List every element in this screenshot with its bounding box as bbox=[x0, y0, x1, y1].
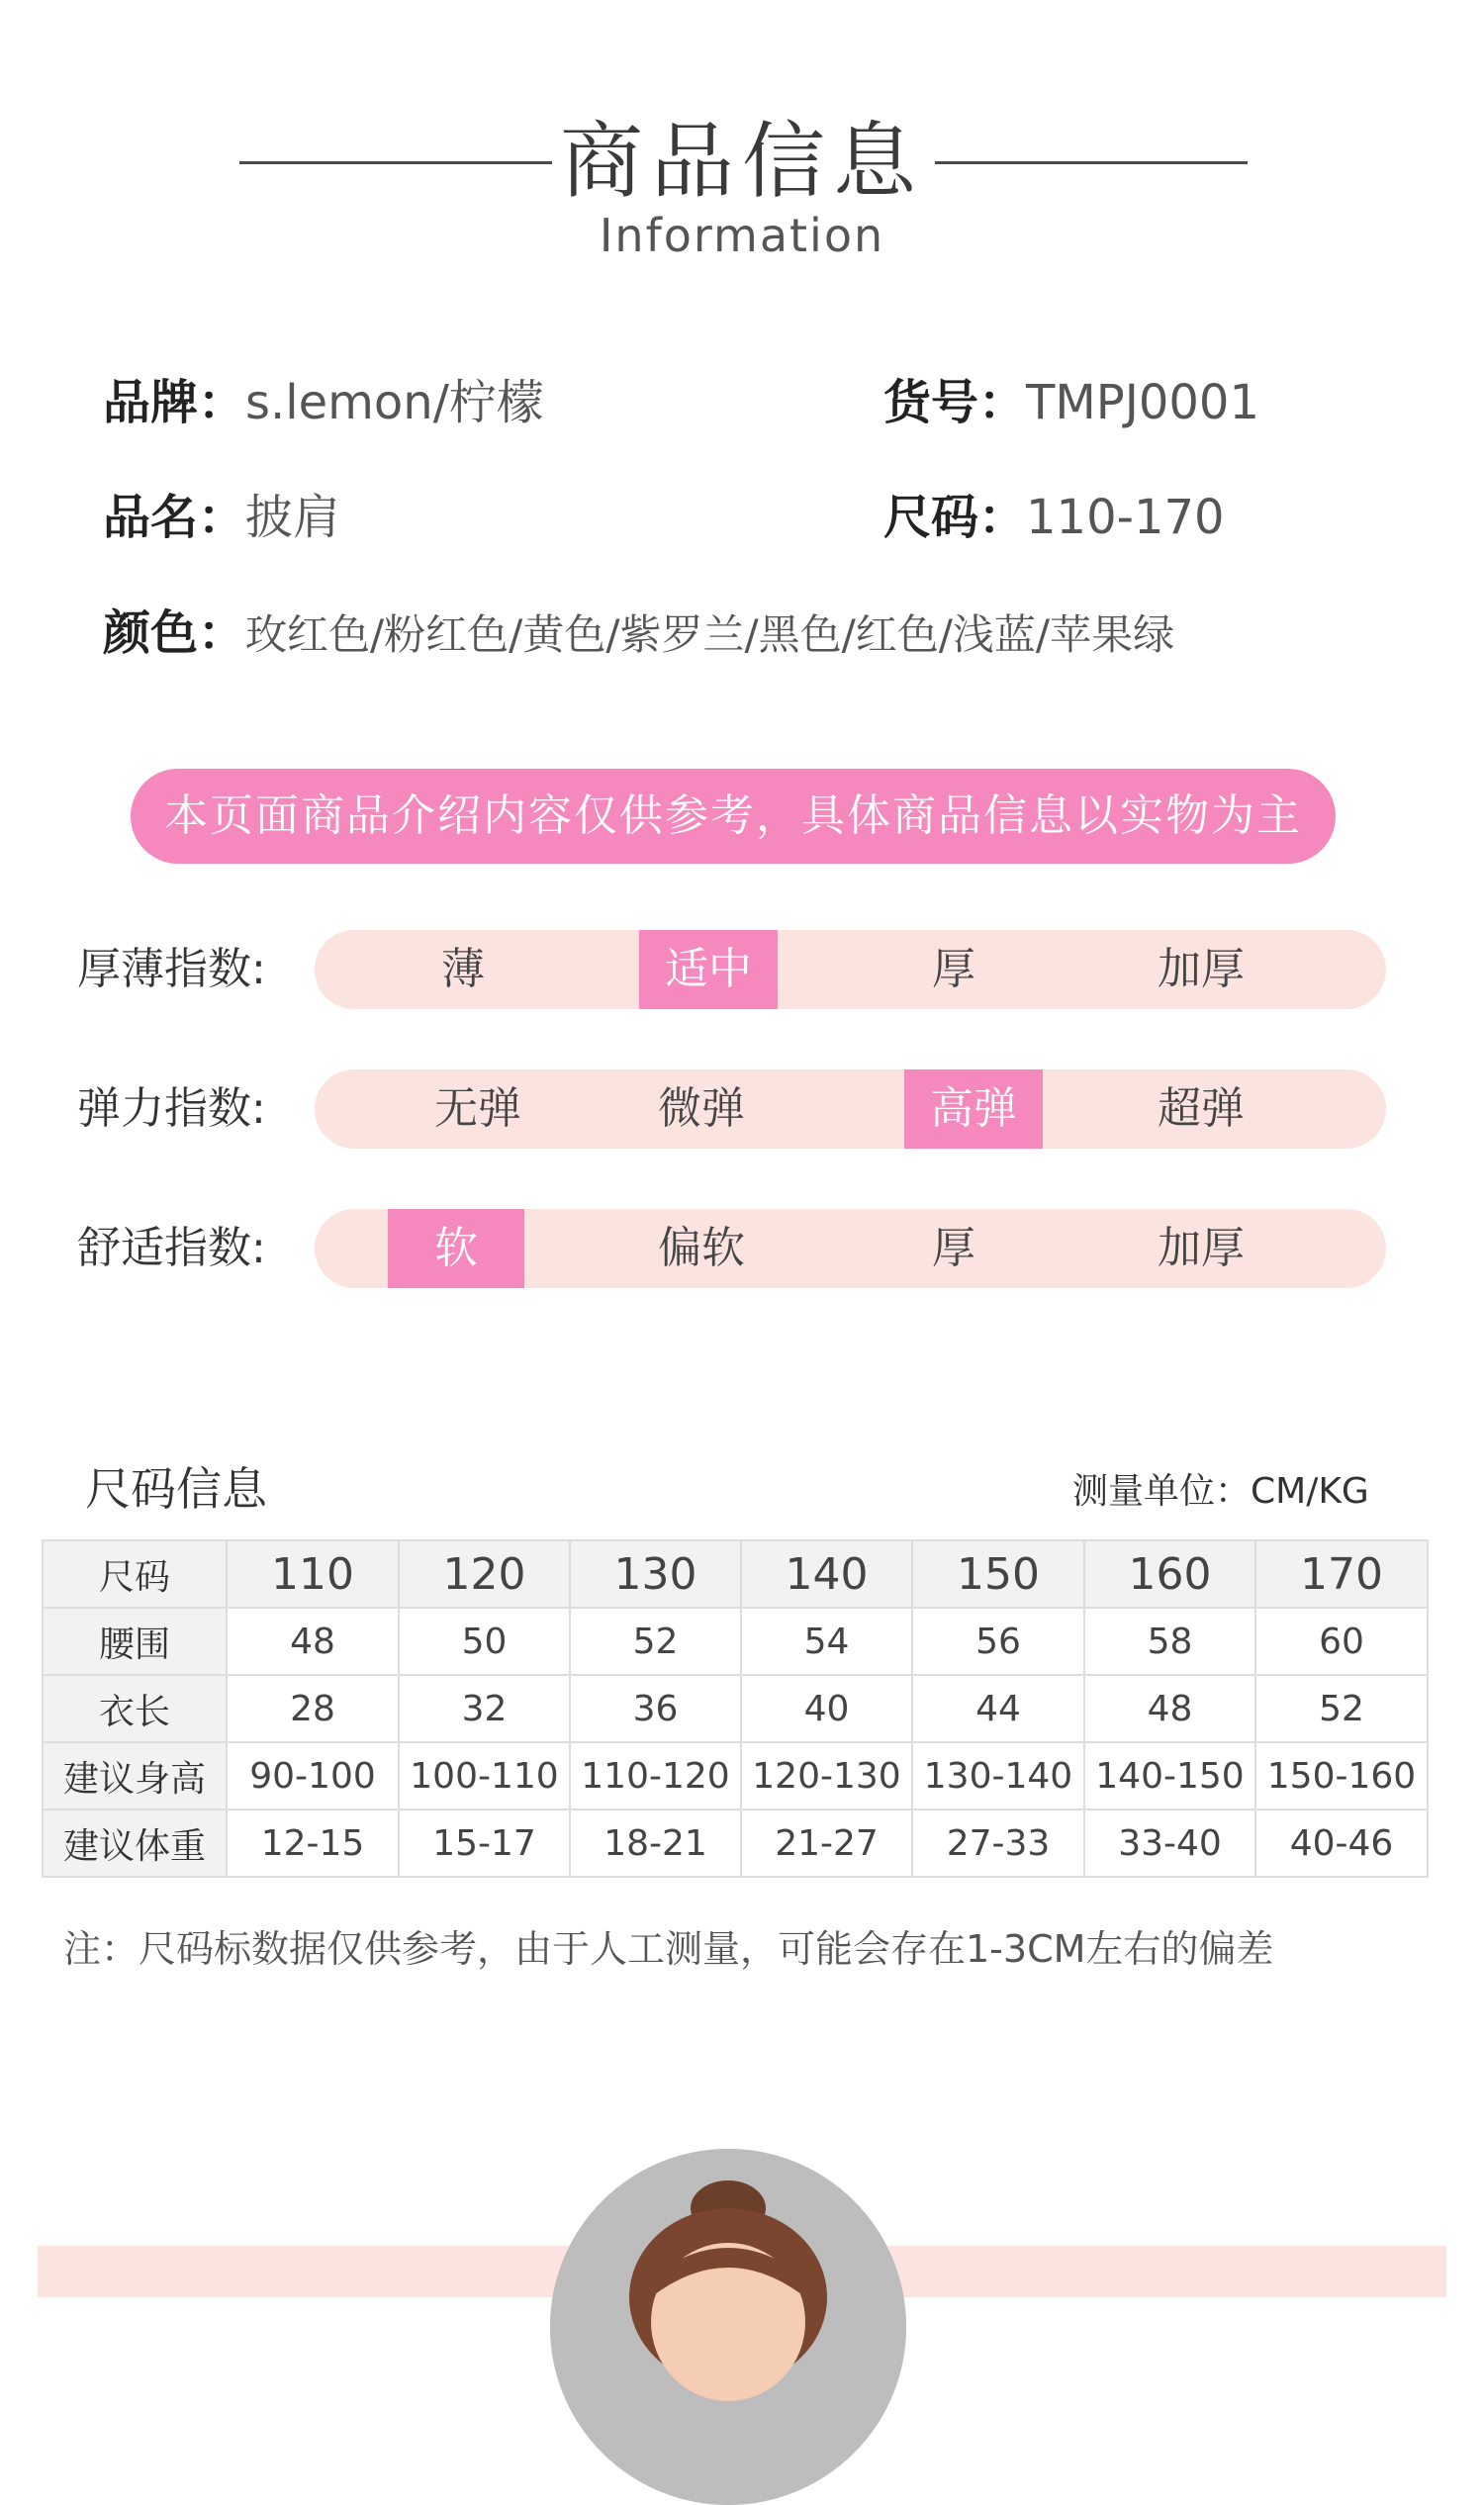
section-title: 商品信息 bbox=[559, 113, 924, 210]
header-cell: 140 bbox=[741, 1540, 912, 1608]
table-cell: 48 bbox=[227, 1608, 399, 1675]
table-cell: 15-17 bbox=[399, 1809, 570, 1877]
table-cell: 21-27 bbox=[741, 1809, 912, 1877]
row-label: 腰围 bbox=[43, 1608, 227, 1675]
thickness-index-label: 厚薄指数: bbox=[77, 944, 266, 994]
table-cell: 44 bbox=[912, 1675, 1084, 1742]
comfort-index-label: 舒适指数: bbox=[77, 1223, 266, 1273]
table-cell: 60 bbox=[1255, 1608, 1428, 1675]
table-cell: 36 bbox=[570, 1675, 741, 1742]
table-cell: 33-40 bbox=[1084, 1809, 1255, 1877]
thickness-option-medium: 适中 bbox=[639, 930, 778, 1009]
brand-value: s.lemon/柠檬 bbox=[245, 375, 544, 430]
table-row bbox=[43, 1809, 1428, 1877]
comfort-option-slightly-soft: 偏软 bbox=[658, 1223, 745, 1273]
name-row bbox=[103, 488, 340, 547]
comfort-option-extra-thick: 加厚 bbox=[1158, 1223, 1245, 1273]
elasticity-option-none: 无弹 bbox=[434, 1083, 521, 1134]
table-cell: 100-110 bbox=[399, 1742, 570, 1809]
comfort-index-bar bbox=[315, 1209, 1386, 1288]
table-cell: 18-21 bbox=[570, 1809, 741, 1877]
row-label: 衣长 bbox=[43, 1675, 227, 1742]
size-note: 注：尺码标数据仅供参考，由于人工测量，可能会存在1-3CM左右的偏差 bbox=[63, 1927, 1274, 1971]
table-cell: 56 bbox=[912, 1608, 1084, 1675]
thickness-index-bar bbox=[315, 930, 1386, 1009]
table-cell: 120-130 bbox=[741, 1742, 912, 1809]
header-cell: 110 bbox=[227, 1540, 399, 1608]
table-cell: 40-46 bbox=[1255, 1809, 1428, 1877]
size-value: 110-170 bbox=[1026, 490, 1225, 545]
header-cell: 160 bbox=[1084, 1540, 1255, 1608]
table-cell: 90-100 bbox=[227, 1742, 399, 1809]
table-cell: 150-160 bbox=[1255, 1742, 1428, 1809]
table-cell: 40 bbox=[741, 1675, 912, 1742]
table-cell: 140-150 bbox=[1084, 1742, 1255, 1809]
table-row bbox=[43, 1742, 1428, 1809]
table-cell: 130-140 bbox=[912, 1742, 1084, 1809]
elasticity-option-high: 高弹 bbox=[904, 1069, 1043, 1149]
color-row bbox=[103, 603, 1174, 665]
table-row bbox=[43, 1675, 1428, 1742]
size-label: 尺码： bbox=[883, 490, 1027, 545]
header-cell: 150 bbox=[912, 1540, 1084, 1608]
model-photo bbox=[550, 2149, 906, 2505]
size-info-title: 尺码信息 bbox=[85, 1462, 267, 1516]
elasticity-index-bar bbox=[315, 1069, 1386, 1149]
thickness-option-extra-thick: 加厚 bbox=[1158, 944, 1245, 994]
comfort-option-soft: 软 bbox=[388, 1209, 524, 1288]
name-value: 披肩 bbox=[245, 490, 341, 545]
table-row bbox=[43, 1608, 1428, 1675]
table-cell: 27-33 bbox=[912, 1809, 1084, 1877]
disclaimer-banner: 本页面商品介绍内容仅供参考，具体商品信息以实物为主 bbox=[131, 769, 1336, 864]
table-cell: 28 bbox=[227, 1675, 399, 1742]
table-cell: 54 bbox=[741, 1608, 912, 1675]
table-cell: 58 bbox=[1084, 1608, 1255, 1675]
table-cell: 50 bbox=[399, 1608, 570, 1675]
size-table bbox=[42, 1539, 1429, 1878]
thickness-option-thick: 厚 bbox=[932, 944, 975, 994]
elasticity-option-slight: 微弹 bbox=[658, 1083, 745, 1134]
color-value: 玫红色/粉红色/黄色/紫罗兰/黑色/红色/浅蓝/苹果绿 bbox=[245, 610, 1175, 659]
table-cell: 52 bbox=[1255, 1675, 1428, 1742]
comfort-option-thick: 厚 bbox=[932, 1223, 975, 1273]
size-table-header bbox=[43, 1540, 1428, 1608]
elasticity-index-label: 弹力指数: bbox=[77, 1083, 266, 1134]
brand-label: 品牌： bbox=[103, 375, 246, 430]
measurement-unit: 测量单位：CM/KG bbox=[1072, 1471, 1369, 1512]
table-cell: 110-120 bbox=[570, 1742, 741, 1809]
name-label: 品名： bbox=[103, 490, 246, 545]
model-photo-illustration bbox=[550, 2149, 906, 2505]
thickness-option-thin: 薄 bbox=[441, 944, 485, 994]
row-label: 建议身高 bbox=[43, 1742, 227, 1809]
size-row bbox=[883, 488, 1225, 547]
brand-row bbox=[103, 373, 544, 432]
table-cell: 12-15 bbox=[227, 1809, 399, 1877]
row-label: 建议体重 bbox=[43, 1809, 227, 1877]
sku-value: TMPJ0001 bbox=[1026, 375, 1260, 430]
header-cell: 170 bbox=[1255, 1540, 1428, 1608]
sku-row bbox=[883, 373, 1259, 432]
section-subtitle: Information bbox=[599, 209, 885, 262]
sku-label: 货号： bbox=[883, 375, 1027, 430]
header-cell: 130 bbox=[570, 1540, 741, 1608]
table-cell: 32 bbox=[399, 1675, 570, 1742]
elasticity-option-super: 超弹 bbox=[1158, 1083, 1245, 1134]
table-cell: 48 bbox=[1084, 1675, 1255, 1742]
header-cell: 120 bbox=[399, 1540, 570, 1608]
color-label: 颜色： bbox=[103, 605, 246, 661]
table-cell: 52 bbox=[570, 1608, 741, 1675]
header-cell: 尺码 bbox=[43, 1540, 227, 1608]
